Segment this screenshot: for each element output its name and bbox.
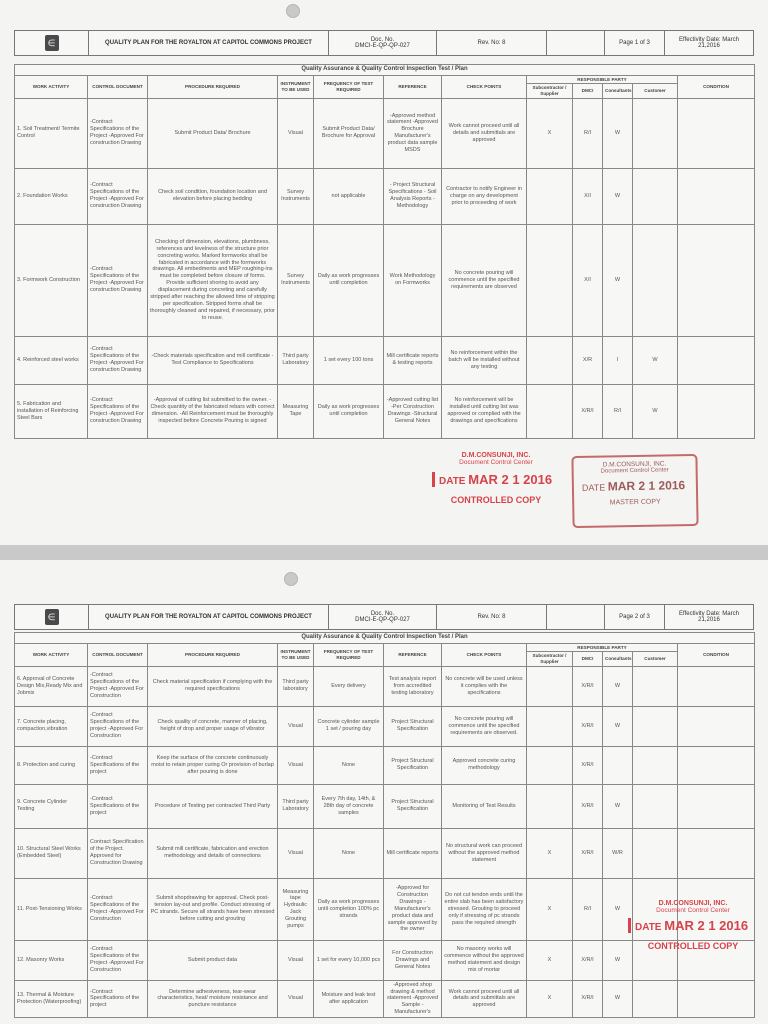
controlled-copy-stamp: [432, 452, 560, 524]
cell-control-document: Contract Specification of the Project. Approved for Construction Drawing: [88, 828, 148, 878]
col-instrument: INSTRUMENT TO BE USED: [278, 75, 314, 98]
cell-reference: Project Structural Specification: [384, 746, 442, 784]
cell-control-document: -Contract Specifications of the Project -Approved For construction Drawing: [88, 384, 148, 438]
master-copy-stamp: [571, 454, 698, 528]
cell-reference: -Approved method statement -Approved Brochure Manufacturer's product data sample MSDS: [384, 98, 442, 168]
controlled-copy-stamp: [628, 900, 758, 974]
cell-frequency: Concrete cylinder sample 1 set / pouring day: [314, 706, 384, 746]
stamp-status: MASTER COPY: [609, 498, 661, 507]
col-reference: REFERENCE: [384, 643, 442, 666]
cell-reference: - Project Structural Specifications - Soil Analysis Reports - Methodology: [384, 168, 442, 224]
cell-control-document: -Contract Specifications of the Project -Approved For Construction: [88, 940, 148, 980]
stamp-company: D.M.CONSUNJI, INC.: [461, 452, 531, 459]
cell-instrument: Third party Laboratory: [278, 336, 314, 384]
cell-frequency: 1 set for every 10,000 pcs: [314, 940, 384, 980]
cell-dmci: X/R/I: [573, 746, 603, 784]
cell-customer: [633, 224, 678, 336]
cell-control-document: -Contract Specifications of the Project -Approved For Construction: [88, 666, 148, 706]
table-row: [15, 784, 755, 828]
cell-consultants: W: [603, 940, 633, 980]
cell-dmci: X/R/I: [573, 666, 603, 706]
cell-consultants: W: [603, 706, 633, 746]
cell-check-points: No concrete pouring will commence until the specified requirements are observed.: [442, 706, 527, 746]
col-procedure: PROCEDURE REQUIRED: [148, 75, 278, 98]
cell-procedure: Checking of dimension, elevations, plumbness, references and levelness of the structure prior concreting works. Marked formworks shall be fabricated in accordance with the formworks drawings. All embedments and MEP roughing-ins must be completed before closure of forms. Provide sufficient shoring to avoid any displacement during concreting and carefully stripped after reaching the allowed time of stripping per specification. Stripped forms shall be thoroughly cleaned and repaired, if necessary, prior to reuse.: [148, 224, 278, 336]
cell-consultants: W: [603, 666, 633, 706]
inspection-test-plan-table: [14, 64, 755, 439]
cell-dmci: R/I: [573, 878, 603, 940]
cell-customer: [633, 168, 678, 224]
cell-condition: [678, 666, 755, 706]
revision-number: Rev. No: 8: [437, 605, 547, 629]
cell-frequency: Every 7th day, 14th, & 28th day of concrete samples: [314, 784, 384, 828]
cell-instrument: Visual: [278, 980, 314, 1017]
cell-frequency: not applicable: [314, 168, 384, 224]
cell-instrument: Visual: [278, 940, 314, 980]
cell-customer: W: [633, 336, 678, 384]
cell-dmci: X/I: [573, 224, 603, 336]
col-subcon: Subcontractor / Supplier: [527, 84, 573, 98]
col-control-document: CONTROL DOCUMENT: [88, 75, 148, 98]
cell-reference: Mill certificate reports & testing reports: [384, 336, 442, 384]
stamp-status: CONTROLLED COPY: [647, 941, 739, 951]
cell-subcon: X: [527, 980, 573, 1017]
cell-work-activity: 3. Formwork Construction: [15, 224, 88, 336]
cell-procedure: Submit mill certificate, fabrication and erection methodology and details of connections: [148, 828, 278, 878]
stamp-date: DATE MAR 2 1 2016: [581, 478, 686, 494]
page-number: Page 2 of 3: [605, 605, 665, 629]
cell-dmci: X/R/I: [573, 980, 603, 1017]
cell-customer: W: [633, 384, 678, 438]
cell-work-activity: 5. Fabrication and installation of Reinforcing Steel Bars: [15, 384, 88, 438]
cell-check-points: No masonry works will commence without the approved method statement and design mix of mortar: [442, 940, 527, 980]
cell-procedure: Determine adhesiveness, tear-wear characteristics, heat/ moisture resistance and puncture resistance: [148, 980, 278, 1017]
table-row: [15, 828, 755, 878]
document-page-2: [0, 560, 768, 1024]
logo-icon: ∈: [45, 609, 59, 625]
cell-frequency: Daily as work progresses until completion: [314, 384, 384, 438]
cell-frequency: Daily as work progresses until completion 100% pc strands: [314, 878, 384, 940]
stamp-center: Document Control Center: [600, 467, 669, 475]
cell-subcon: X: [527, 940, 573, 980]
cell-procedure: Keep the surface of the concrete continuously moist to retain proper curing Or provision of burlap after pouring is done: [148, 746, 278, 784]
cell-consultants: W: [603, 224, 633, 336]
cell-work-activity: 8. Protection and curing: [15, 746, 88, 784]
cell-instrument: Visual: [278, 828, 314, 878]
cell-consultants: W: [603, 980, 633, 1017]
col-consultants: Consultants: [603, 652, 633, 666]
col-condition: CONDITION: [678, 75, 755, 98]
cell-consultants: W: [603, 784, 633, 828]
cell-check-points: No concrete pouring will commence until the specified requirements are observed: [442, 224, 527, 336]
cell-instrument: Measuring tape Hydraulic Jack Grouting pumps: [278, 878, 314, 940]
stamp-status: CONTROLLED COPY: [450, 495, 542, 505]
cell-subcon: X: [527, 878, 573, 940]
cell-dmci: X/I: [573, 168, 603, 224]
col-condition: CONDITION: [678, 643, 755, 666]
cell-subcon: [527, 746, 573, 784]
cell-check-points: Approved concrete curing methodology: [442, 746, 527, 784]
cell-procedure: -Approval of cutting list submitted to the owner. -Check quantity of the fabricated rebars with correct dimension. -All Reinforcement must be thoroughly inspected before Concrete Pouring is signed: [148, 384, 278, 438]
cell-check-points: No reinforcement will be installed until cutting list was approved or complied with the drawings and specifications: [442, 384, 527, 438]
col-work-activity: WORK ACTIVITY: [15, 75, 88, 98]
project-title: QUALITY PLAN FOR THE ROYALTON AT CAPITOL COMMONS PROJECT: [89, 605, 329, 629]
cell-subcon: X: [527, 828, 573, 878]
col-frequency: FREQUENCY OF TEST REQUIRED: [314, 75, 384, 98]
cell-reference: Work Methodology on Formworks: [384, 224, 442, 336]
cell-check-points: No reinforcement within the batch will be installed without any testing: [442, 336, 527, 384]
col-procedure: PROCEDURE REQUIRED: [148, 643, 278, 666]
cell-customer: [633, 784, 678, 828]
col-consultants: Consultants: [603, 84, 633, 98]
table-row: [15, 706, 755, 746]
table-row: [15, 746, 755, 784]
cell-condition: [678, 336, 755, 384]
cell-instrument: Third party Laboratory: [278, 784, 314, 828]
cell-reference: Test analysis report from accredited testing laboratory: [384, 666, 442, 706]
cell-condition: [678, 168, 755, 224]
col-dmci: DMCI: [573, 652, 603, 666]
cell-control-document: -Contract Specifications of the project: [88, 784, 148, 828]
cell-instrument: Survey Instruments: [278, 224, 314, 336]
stamp-company: D.M.CONSUNJI, INC.: [602, 460, 667, 469]
cell-check-points: Work cannot proceed until all details and submittals are approved: [442, 98, 527, 168]
col-responsible-party: RESPONSIBLE PARTY: [527, 75, 678, 84]
cell-instrument: Third party laboratory: [278, 666, 314, 706]
cell-condition: [678, 384, 755, 438]
cell-work-activity: 10. Structural Steel Works (Embedded Steel): [15, 828, 88, 878]
cell-control-document: -Contract Specifications of the Project -Approved For construction Drawing: [88, 336, 148, 384]
effectivity-date: Effectivity Date: March 21,2016: [679, 611, 739, 623]
doc-number-label: Doc. No.: [370, 37, 395, 43]
stamp-date: DATE MAR 2 1 2016: [432, 472, 560, 487]
cell-subcon: [527, 666, 573, 706]
logo-icon: ∈: [45, 35, 59, 51]
cell-work-activity: 2. Foundation Works: [15, 168, 88, 224]
cell-procedure: Check soil condition, foundation location and elevation before placing bedding: [148, 168, 278, 224]
cell-customer: [633, 706, 678, 746]
cell-dmci: X/R/I: [573, 784, 603, 828]
page-number: Page 1 of 3: [605, 31, 665, 55]
cell-control-document: -Contract Specifications of the Project -Approved For construction Drawing: [88, 98, 148, 168]
document-header: [14, 604, 754, 630]
table-row: [15, 666, 755, 706]
col-work-activity: WORK ACTIVITY: [15, 643, 88, 666]
cell-check-points: No concrete will be used unless it complies with the specifications: [442, 666, 527, 706]
cell-check-points: Do not cut tendon ends until the entire slab has been satisfactory stressed. Grouting to proceed only if stressing of pc strands pass the required strength: [442, 878, 527, 940]
cell-work-activity: 13. Thermal & Moisture Protection (Waterproofing): [15, 980, 88, 1017]
col-dmci: DMCI: [573, 84, 603, 98]
header-blank-cell: [547, 605, 605, 629]
cell-customer: [633, 828, 678, 878]
col-responsible-party: RESPONSIBLE PARTY: [527, 643, 678, 652]
cell-reference: For Construction Drawings and General Notes: [384, 940, 442, 980]
table-row: [15, 98, 755, 168]
cell-condition: [678, 784, 755, 828]
cell-procedure: Submit product data: [148, 940, 278, 980]
company-logo: [15, 605, 89, 629]
col-check-points: CHECK POINTS: [442, 75, 527, 98]
punch-hole: [284, 572, 298, 586]
company-logo: [15, 31, 89, 55]
cell-dmci: X/R/I: [573, 828, 603, 878]
cell-consultants: W: [603, 98, 633, 168]
cell-check-points: Monitoring of Test Results: [442, 784, 527, 828]
document-header: [14, 30, 754, 56]
cell-condition: [678, 706, 755, 746]
doc-number: [329, 31, 437, 55]
cell-subcon: [527, 784, 573, 828]
doc-number-value: DMCI-E-QP-QP-027: [355, 617, 410, 623]
cell-dmci: R/I: [573, 98, 603, 168]
table-title: Quality Assurance & Quality Control Inspection Test / Plan: [15, 633, 755, 644]
col-frequency: FREQUENCY OF TEST REQUIRED: [314, 643, 384, 666]
cell-instrument: Visual: [278, 746, 314, 784]
cell-work-activity: 7. Concrete placing, compaction,vibration: [15, 706, 88, 746]
cell-consultants: W: [603, 878, 633, 940]
cell-customer: [633, 746, 678, 784]
cell-customer: [633, 98, 678, 168]
cell-work-activity: 1. Soil Treatment/ Termite Control: [15, 98, 88, 168]
col-control-document: CONTROL DOCUMENT: [88, 643, 148, 666]
cell-control-document: -Contract Specifications of the project: [88, 746, 148, 784]
stamp-center: Document Control Center: [459, 459, 533, 466]
cell-instrument: Measuring Tape: [278, 384, 314, 438]
col-instrument: INSTRUMENT TO BE USED: [278, 643, 314, 666]
cell-subcon: [527, 384, 573, 438]
cell-procedure: Submit shopdrawing for approval. Check post-tension lay-out and profile. Conduct stressing of PC strands. Secure all strands have been stressed before cutting and grouting: [148, 878, 278, 940]
project-title: QUALITY PLAN FOR THE ROYALTON AT CAPITOL COMMONS PROJECT: [89, 31, 329, 55]
cell-condition: [678, 224, 755, 336]
cell-instrument: Visual: [278, 706, 314, 746]
cell-dmci: X/R/I: [573, 940, 603, 980]
cell-frequency: Moisture and leak test after application: [314, 980, 384, 1017]
cell-reference: Project Structural Specification: [384, 784, 442, 828]
cell-work-activity: 4. Reinforced steel works: [15, 336, 88, 384]
cell-control-document: -Contract Specifications of the Project -Approved For construction Drawing: [88, 224, 148, 336]
effectivity-date: Effectivity Date: March 21,2016: [679, 37, 739, 49]
cell-frequency: 1 set every 100 tons: [314, 336, 384, 384]
stamp-date: DATE MAR 2 1 2016: [628, 918, 758, 933]
cell-work-activity: 11. Post-Tensioning Works: [15, 878, 88, 940]
cell-check-points: No structural work can proceed without the approved method statement: [442, 828, 527, 878]
cell-frequency: Daily as work progresses until completion: [314, 224, 384, 336]
cell-instrument: Survey Instruments: [278, 168, 314, 224]
cell-procedure: Procedure of Testing per contracted Third Party: [148, 784, 278, 828]
cell-condition: [678, 98, 755, 168]
cell-consultants: R/I: [603, 384, 633, 438]
cell-subcon: [527, 224, 573, 336]
cell-customer: [633, 980, 678, 1017]
cell-control-document: -Contract Specifications of the project -Approved For Construction: [88, 706, 148, 746]
stamp-center: Document Control Center: [656, 907, 730, 914]
table-title: Quality Assurance & Quality Control Inspection Test / Plan: [15, 65, 755, 76]
cell-frequency: None: [314, 828, 384, 878]
table-row: [15, 336, 755, 384]
revision-number: Rev. No: 8: [437, 31, 547, 55]
cell-frequency: Submit Product Data/ Brochure for Approval: [314, 98, 384, 168]
cell-control-document: -Contract Specifications of the project: [88, 980, 148, 1017]
doc-number: [329, 605, 437, 629]
cell-work-activity: 9. Concrete Cylinder Testing: [15, 784, 88, 828]
cell-work-activity: 12. Masonry Works: [15, 940, 88, 980]
cell-dmci: X/R: [573, 336, 603, 384]
cell-consultants: W/R: [603, 828, 633, 878]
cell-dmci: X/R/I: [573, 384, 603, 438]
col-check-points: CHECK POINTS: [442, 643, 527, 666]
table-row: [15, 980, 755, 1017]
cell-subcon: [527, 706, 573, 746]
cell-subcon: X: [527, 98, 573, 168]
cell-control-document: -Contract Specifications of the Project -Approved For construction Drawing: [88, 168, 148, 224]
cell-control-document: -Contract Specifications of the Project -Approved For Construction: [88, 878, 148, 940]
header-blank-cell: [547, 31, 605, 55]
cell-condition: [678, 746, 755, 784]
cell-frequency: Every delivery: [314, 666, 384, 706]
punch-hole: [286, 4, 300, 18]
cell-procedure: Check quality of concrete, manner of placing, height of drop and proper usage of vibrator: [148, 706, 278, 746]
cell-work-activity: 6. Approval of Concrete Design Mix,Ready Mix and Jobmix: [15, 666, 88, 706]
cell-dmci: X/R/I: [573, 706, 603, 746]
cell-condition: [678, 980, 755, 1017]
cell-procedure: Check material specification if complying with the required specifications: [148, 666, 278, 706]
table-row: [15, 224, 755, 336]
table-row: [15, 384, 755, 438]
cell-check-points: Contractor to notify Engineer in charge on any development prior to proceeding of work: [442, 168, 527, 224]
cell-customer: [633, 666, 678, 706]
col-subcon: Subcontractor / Supplier: [527, 652, 573, 666]
col-reference: REFERENCE: [384, 75, 442, 98]
stamp-company: D.M.CONSUNJI, INC.: [658, 900, 728, 907]
cell-subcon: [527, 336, 573, 384]
cell-reference: -Approved cutting list -Per Construction Drawings -Structural General Notes: [384, 384, 442, 438]
cell-reference: -Approved for Construction Drawings -Manufacturer's product data and sample approved by the owner: [384, 878, 442, 940]
cell-check-points: Work cannot proceed until all details and submittals are approved: [442, 980, 527, 1017]
cell-reference: Project Structural Specification: [384, 706, 442, 746]
col-customer: Customer: [633, 652, 678, 666]
cell-consultants: W: [603, 168, 633, 224]
cell-procedure: Submit Product Data/ Brochure: [148, 98, 278, 168]
doc-number-value: DMCI-E-QP-QP-027: [355, 43, 410, 49]
cell-frequency: None: [314, 746, 384, 784]
cell-condition: [678, 828, 755, 878]
doc-number-label: Doc. No.: [370, 611, 395, 617]
cell-reference: Mill certificate reports: [384, 828, 442, 878]
col-customer: Customer: [633, 84, 678, 98]
cell-instrument: Visual: [278, 98, 314, 168]
cell-reference: -Approved shop drawing & method statement -Approved Sample -Manufacturer's: [384, 980, 442, 1017]
cell-procedure: -Check materials specification and mill certificate -Test Compliance to Specifications: [148, 336, 278, 384]
cell-consultants: [603, 746, 633, 784]
cell-consultants: I: [603, 336, 633, 384]
table-row: [15, 168, 755, 224]
cell-subcon: [527, 168, 573, 224]
